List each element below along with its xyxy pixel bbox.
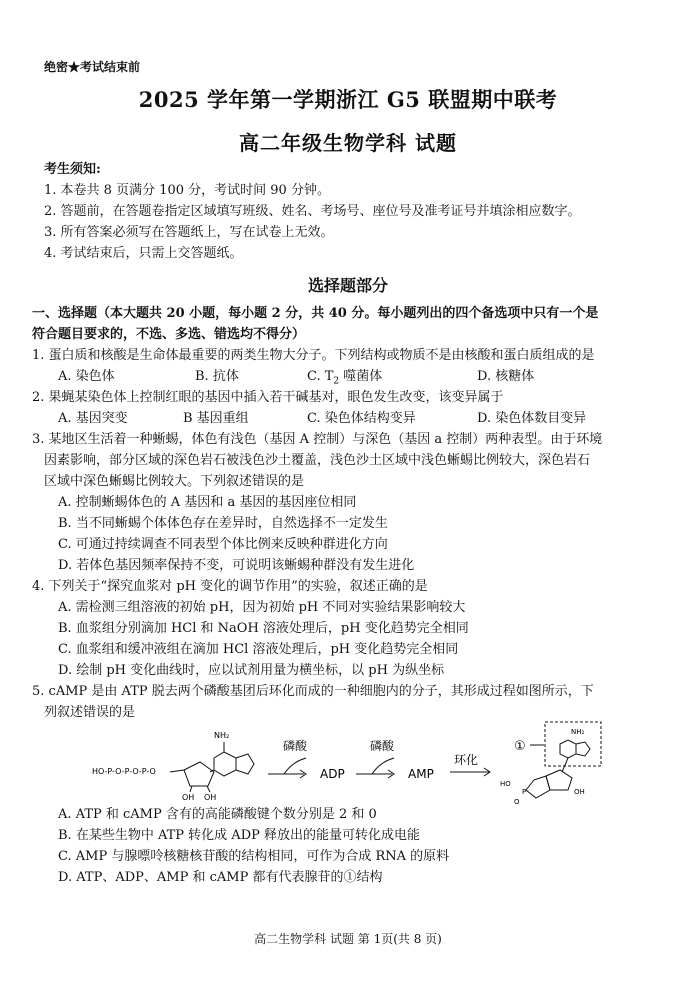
notice-item: 3. 所有答案必须写在答题纸上，写在试卷上无效。 <box>44 225 334 240</box>
q2-option-d: D. 染色体数目变异 <box>477 411 587 426</box>
atp-oh-label: OH <box>204 793 217 802</box>
instructions-line: 一、选择题（本大题共 20 小题，每小题 2 分，共 40 分。每小题列出的四个备选项中只有一个是 <box>32 306 599 321</box>
q3-option-b: B. 当不同蜥蜴个体体色存在差异时，自然选择不一定发生 <box>58 516 388 531</box>
q4-option-b: B. 血浆组分别滴加 HCl 和 NaOH 溶液处理后，pH 变化趋势完全相同 <box>58 621 469 636</box>
q5-option-b: B. 在某些生物中 ATP 转化成 ADP 释放出的能量可转化成电能 <box>58 828 421 843</box>
q3-option-d: D. 若体色基因频率保持不变，可说明该蜥蜴种群没有发生进化 <box>58 558 415 573</box>
arrow-adp-to-amp <box>356 738 395 778</box>
notice-heading: 考生须知: <box>44 162 101 177</box>
phosphate-label-2: 磷酸 <box>370 739 395 753</box>
q1-option-a: A. 染色体 <box>58 369 115 384</box>
q4-option-a: A. 需检测三组溶液的初始 pH，因为初始 pH 不同对实验结果影响较大 <box>58 600 466 615</box>
camp-oh-label: OH <box>574 788 585 796</box>
q1-option-c: C. $T_2$ 噬菌体 <box>307 369 383 387</box>
notice-item: 2. 答题前，在答题卷指定区域填写班级、姓名、考场号、座位号及准考证号并填涂相应数字。 <box>44 204 581 219</box>
question-2-stem: 2. 果蝇某染色体上控制红眼的基因中插入若干碱基对，眼色发生改变，该变异属于 <box>32 390 504 405</box>
phosphate-label-1: 磷酸 <box>283 739 308 753</box>
camp-ribose-ring <box>546 770 572 790</box>
q4-option-c: C. 血浆组和缓冲液组在滴加 HCl 溶液处理后，pH 变化趋势完全相同 <box>58 642 459 657</box>
camp-p-label: P <box>522 788 527 796</box>
question-3-stem: 3. 某地区生活着一种蜥蜴，体色有浅色（基因 A 控制）与深色（基因 a 控制）两种表型。由于环境 <box>32 432 603 447</box>
q1-option-d: D. 核糖体 <box>477 369 535 384</box>
arrow-atp-to-adp <box>268 738 308 778</box>
q3-option-c: C. 可通过持续调查不同表型个体比例来反映种群进化方向 <box>58 537 388 552</box>
arrow-amp-to-camp <box>450 753 490 776</box>
atp-nh2-label: NH₂ <box>214 731 230 740</box>
notice-item: 1. 本卷共 8 页满分 100 分，考试时间 90 分钟。 <box>44 183 330 198</box>
question-4-stem: 4. 下列关于“探究血浆对 pH 变化的调节作用”的实验，叙述正确的是 <box>32 579 428 594</box>
atp-phosphate-chain: HO-P-O-P-O-P-O <box>92 767 156 776</box>
question-5-stem: 列叙述错误的是 <box>44 705 136 720</box>
cyclize-label: 环化 <box>454 753 479 767</box>
atp-oh-label: OH <box>182 793 195 802</box>
adp-label: ADP <box>320 767 345 781</box>
ribose-ring <box>184 762 214 786</box>
exam-subtitle: 高二年级生物学科 试题 <box>239 131 457 155</box>
q5-option-a: A. ATP 和 cAMP 含有的高能磷酸键个数分别是 2 和 0 <box>58 807 377 822</box>
q5-option-d: D. ATP、ADP、AMP 和 cAMP 都有代表腺苷的①结构 <box>58 870 383 885</box>
page-footer: 高二生物学科 试题 第 1页(共 8 页) <box>254 932 442 946</box>
instructions-line: 符合题目要求的，不选、多选、错选均不得分） <box>32 327 306 342</box>
marker-1: ① <box>514 739 526 754</box>
camp-o-label: O <box>514 798 520 806</box>
q2-option-b: B 基因重组 <box>183 411 249 426</box>
section-title: 选择题部分 <box>307 276 388 295</box>
question-3-stem: 因素影响，部分区域的深色岩石被浅色沙土覆盖，浅色沙土区域中浅色蜥蜴比例较大，深色岩石 <box>44 453 591 468</box>
q4-option-d: D. 绘制 pH 变化曲线时，应以试剂用量为横坐标，以 pH 为纵坐标 <box>58 663 445 678</box>
question-3-stem: 区域中深色蜥蜴比例较大。下列叙述错误的是 <box>44 474 305 489</box>
question-1-stem: 1. 蛋白质和核酸是生命体最重要的两类生物大分子。下列结构或物质不是由核酸和蛋白质组成的是 <box>32 348 595 363</box>
question-5-stem: 5. cAMP 是由 ATP 脱去两个磷酸基团后环化而成的一种细胞内的分子，其形成过程如图所示，下 <box>32 684 594 699</box>
camp-nh2-label: NH₂ <box>571 728 585 736</box>
q1-option-b: B. 抗体 <box>195 369 239 384</box>
q2-option-a: A. 基因突变 <box>58 411 128 426</box>
q3-option-a: A. 控制蜥蜴体色的 A 基因和 a 基因的基因座位相同 <box>58 495 357 510</box>
amp-label: AMP <box>408 767 434 781</box>
adenine-ring <box>214 752 236 776</box>
exam-title: 2025 学年第一学期浙江 G5 联盟期中联考 <box>138 87 558 112</box>
q2-option-c: C. 染色体结构变异 <box>307 411 416 426</box>
camp-adenine-ring <box>560 740 576 758</box>
camp-structure <box>500 722 601 806</box>
notice-item: 4. 考试结束后，只需上交答题纸。 <box>44 246 243 261</box>
camp-ho-label: HO <box>500 780 511 788</box>
confidential-label: 绝密★考试结束前 <box>44 60 141 74</box>
q5-option-c: C. AMP 与腺嘌呤核糖核苷酸的结构相同，可作为合成 RNA 的原料 <box>58 849 450 864</box>
atp-to-camp-diagram <box>0 718 696 806</box>
atp-structure <box>92 731 254 802</box>
